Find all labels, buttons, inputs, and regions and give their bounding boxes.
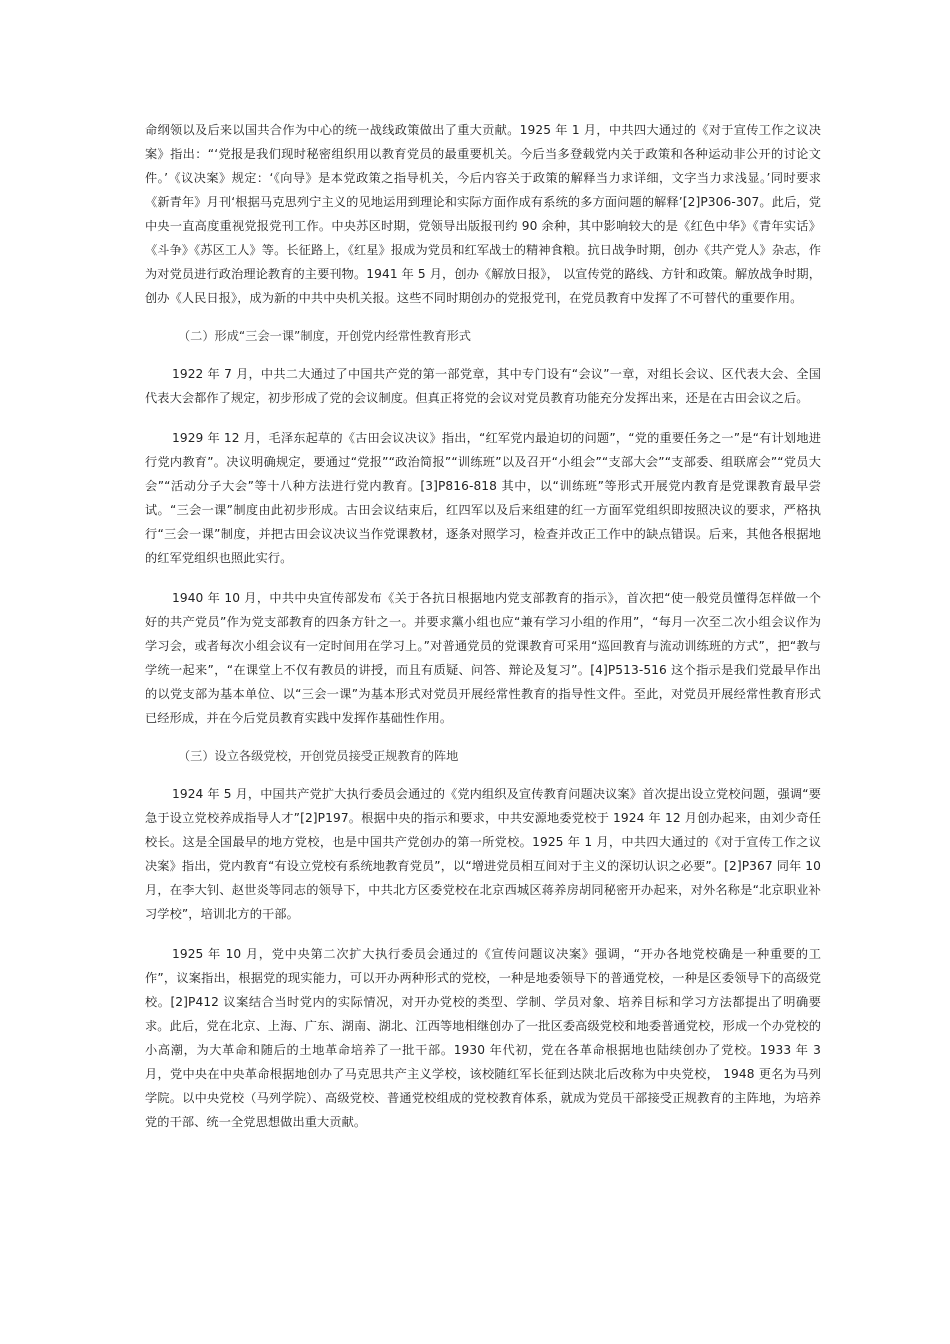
document-page (145, 118, 821, 1134)
paragraph-1929-gutian: 1929 年 12 月，毛泽东起草的《古田会议决议》指出，“红军党内最迫切的问题”，“党的重要任务之一”是“有计划地进行党内教育”。决议明确规定，要通过“党报”“政治简报”“训练班”以及召开“小组会”“支部大会”“支部委、组联席会”“党员大会”“活动分子大会”等十八种方法进行党内教育。[3]P816-818 其中，以“训练班”等形式开展党内教育是党课教育最早尝试。“三会一课”制度由此初步形成。古田会议结束后，红四军以及后来组建的红一方面军党组织即按照决议的要求，严格执行“三会一课”制度，并把古田会议决议当作党课教材，逐条对照学习，检查并改正工作中的缺点错误。后来，其他各根据地的红军党组织也照此实行。 (145, 431, 821, 565)
paragraph-1925-propaganda: 1925 年 10 月，党中央第二次扩大执行委员会通过的《宣传问题议决案》强调，“开办各地党校确是一种重要的工作”，议案指出，根据党的现实能力，可以开办两种形式的党校，一种是地委领导下的普通党校，一种是区委领导下的高级党校。[2]P412 议案结合当时党内的实际情况，对开办党校的类型、学制、学员对象、培养目标和学习方法都提出了明确要求。此后，党在北京、上海、广东、湖南、湖北、江西等地相继创办了一批区委高级党校和地委普通党校，形成一个办党校的小高潮，为大革命和随后的土地革命培养了一批干部。1930 年代初，党在各革命根据地也陆续创办了党校。1933 年 3 月，党中央在中央革命根据地创办了马克思共产主义学校，该校随红军长征到达陕北后改称为中央党校， 1948 更名为马列学院。以中央党校（马列学院）、高级党校、普通党校组成的党校教育体系，就成为党员干部接受正规教育的主阵地，为培养党的干部、统一全党思想做出重大贡献。 (145, 947, 821, 1129)
section-heading-party-schools: （三）设立各级党校，开创党员接受正规教育的阵地 (178, 749, 459, 763)
paragraph-1924-party-school: 1924 年 5 月，中国共产党扩大执行委员会通过的《党内组织及宣传教育问题决议案》首次提出设立党校问题，强调“要急于设立党校养成指导人才”[2]P197。根据中央的指示和要求，中共安源地委党校于 1924 年 12 月创办起来，由刘少奇任校长。这是全国最早的地方党校，也是中国共产党创办的第一所党校。1925 年 1 月，中共四大通过的《对于宣传工作之议决案》指出，党内教育“有设立党校有系统地教育党员”，以“增进党员相互间对于主义的深切认识之必要”。[2]P367 同年 10 月，在李大钊、赵世炎等同志的领导下，中共北方区委党校在北京西城区蒋养房胡同秘密开办起来，对外名称是“北京职业补习学校”，培训北方的干部。 (145, 787, 821, 921)
paragraph-1922-charter: 1922 年 7 月，中共二大通过了中国共产党的第一部党章，其中专门设有“会议”一章，对组长会议、区代表大会、全国代表大会都作了规定，初步形成了党的会议制度。但真正将党的会议对党员教育功能充分发挥出来，还是在古田会议之后。 (145, 367, 821, 405)
section-heading-three-meetings: （二）形成“三会一课”制度，开创党内经常性教育形式 (178, 329, 471, 343)
paragraph-party-press: 命纲领以及后来以国共合作为中心的统一战线政策做出了重大贡献。1925 年 1 月，中共四大通过的《对于宣传工作之议决案》指出：“‘党报是我们现时秘密组织用以教育党员的最重要机关。今后当多登载党内关于政策和各种运动非公开的讨论文件。’《议决案》规定：‘《向导》是本党政策之指导机关，今后内容关于政策的解释当力求详细，文字当力求浅显。’同时要求《新青年》月刊‘根据马克思列宁主义的见地运用到理论和实际方面作成有系统的多方面问题的解释’[2]P306-307。此后，党中央一直高度重视党报党刊工作。中央苏区时期，党领导出版报刊约 90 余种，其中影响较大的是《红色中华》《青年实话》《斗争》《苏区工人》等。长征路上，《红星》报成为党员和红军战士的精神食粮。抗日战争时期，创办《共产党人》杂志，作为对党员进行政治理论教育的主要刊物。1941 年 5 月，创办《解放日报》， 以宣传党的路线、方针和政策。解放战争时期，创办《人民日报》，成为新的中共中央机关报。这些不同时期创办的党报党刊，在党员教育中发挥了不可替代的重要作用。 (145, 123, 821, 305)
paragraph-1940-directive: 1940 年 10 月，中共中央宣传部发布《关于各抗日根据地内党支部教育的指示》，首次把“使一般党员懂得怎样做一个好的共产党员”作为党支部教育的四条方针之一。并要求黨小组也应“兼有学习小组的作用”，“每月一次至二次小组会议作为学习会，或者每次小组会议有一定时间用在学习上。”对普通党员的党课教育可采用“巡回教育与流动训练班的方式”，把“教与学统一起来”，“在课堂上不仅有教员的讲授，而且有质疑、问答、辩论及复习”。[4]P513-516 这个指示是我们党最早作出的以党支部为基本单位、以“三会一课”为基本形式对党员开展经常性教育的指导性文件。至此，对党员开展经常性教育形式已经形成，并在今后党员教育实践中发挥作基础性作用。 (145, 591, 821, 725)
